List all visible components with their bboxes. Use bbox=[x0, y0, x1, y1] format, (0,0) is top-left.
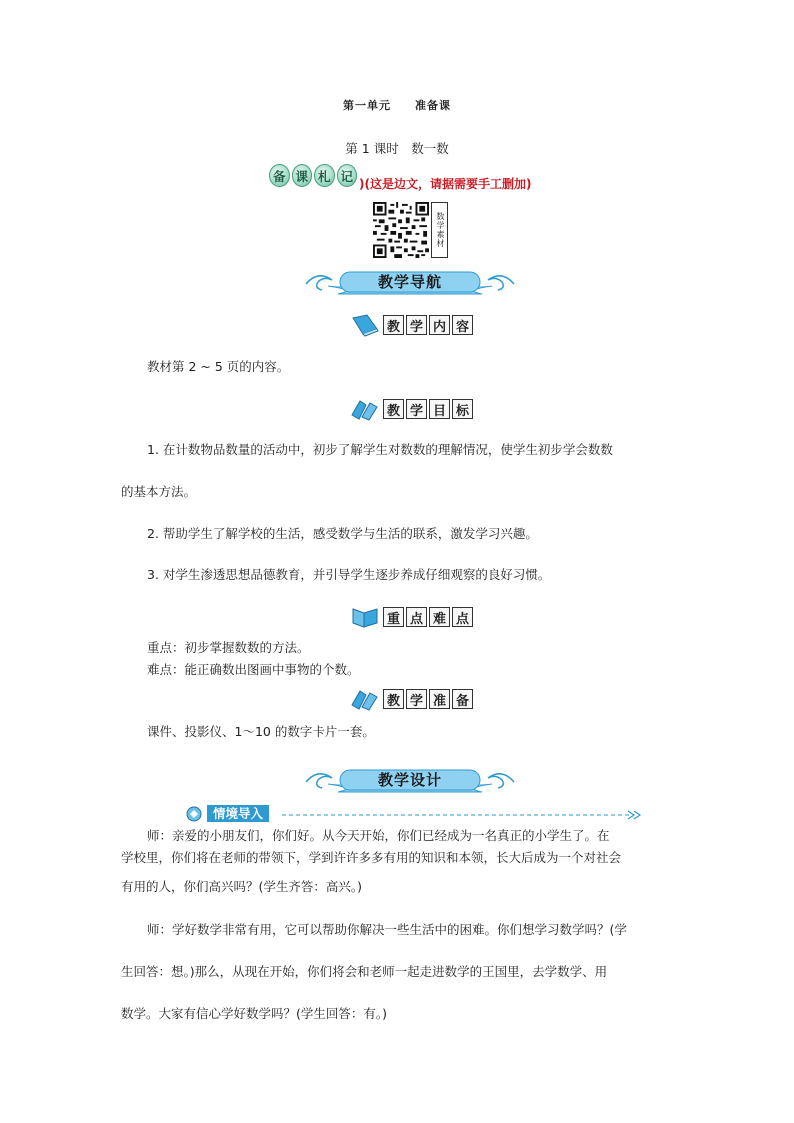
intro-tag: 情境导入 bbox=[207, 805, 269, 822]
section-char: 学 bbox=[406, 689, 427, 709]
badge-char: 札 bbox=[314, 164, 335, 187]
goal-text: 帮助学生了解学校的生活，感受数学与生活的联系，激发学习兴趣。 bbox=[162, 526, 538, 541]
goal-text: 在计数物品数量的活动中，初步了解学生对数数的理解情况，使学生初步学会数数 bbox=[162, 442, 613, 457]
book-icon bbox=[350, 313, 380, 337]
goal-item-3: 3. 对学生渗透思想品德教育，并引导学生逐步养成仔细观察的良好习惯。 bbox=[147, 567, 551, 582]
goal-number: 2 bbox=[147, 526, 155, 541]
section-char: 标 bbox=[452, 399, 473, 419]
section-header-goals bbox=[350, 397, 475, 421]
intro-p1-line3: 有用的人，你们高兴吗？(学生齐答：高兴。) bbox=[121, 879, 363, 894]
section-char: 点 bbox=[406, 607, 427, 627]
banner-title-nav: 教学导航 bbox=[377, 273, 442, 291]
badge-char: 课 bbox=[292, 164, 313, 187]
section-char: 学 bbox=[406, 399, 427, 419]
section-char: 目 bbox=[429, 399, 450, 419]
section-header-keypoints bbox=[350, 605, 475, 629]
intro-p2-line3: 数学。大家有信心学好数学吗？(学生回答：有。) bbox=[121, 1006, 388, 1021]
open-book-icon bbox=[350, 605, 380, 629]
section-char: 难 bbox=[429, 607, 450, 627]
content-text: 教材第 2 ~ 5 页的内容。 bbox=[147, 359, 290, 374]
goal-text: 对学生渗透思想品德教育，并引导学生逐步养成仔细观察的良好习惯。 bbox=[162, 567, 551, 582]
section-header-prep bbox=[350, 687, 475, 711]
key-point: 重点：初步掌握数数的方法。 bbox=[147, 640, 310, 655]
section-char: 容 bbox=[452, 315, 473, 335]
unit-title bbox=[0, 97, 794, 113]
qr-label: 数学素材 bbox=[431, 202, 448, 258]
unit-subtitle: 准备课 bbox=[415, 99, 451, 112]
goal-item-2: 2. 帮助学生了解学校的生活，感受数学与生活的联系，激发学习兴趣。 bbox=[147, 526, 538, 541]
badge-char: 记 bbox=[337, 164, 358, 187]
section-char: 教 bbox=[383, 399, 404, 419]
section-char: 点 bbox=[452, 607, 473, 627]
books-icon bbox=[350, 687, 380, 711]
goal-number: 1 bbox=[147, 442, 155, 457]
intro-p2-line1: 师：学好数学非常有用，它可以帮助你解决一些生活中的困难。你们想学习数学吗？(学 bbox=[147, 922, 627, 937]
goal-number: 3 bbox=[147, 567, 155, 582]
intro-p2-line2: 生回答：想。)那么，从现在开始，你们将会和老师一起走进数学的王国里，去学数学、用 bbox=[121, 964, 608, 979]
section-char: 备 bbox=[452, 689, 473, 709]
intro-p1-line1: 师：亲爱的小朋友们，你们好。从今天开始，你们已经成为一名真正的小学生了。在 bbox=[147, 828, 610, 843]
lesson-title: 第 1 课时 数一数 bbox=[345, 141, 449, 156]
difficult-point: 难点：能正确数出图画中事物的个数。 bbox=[147, 662, 360, 677]
section-char: 准 bbox=[429, 689, 450, 709]
section-char: 教 bbox=[383, 689, 404, 709]
prep-text: 课件、投影仪、1～10 的数字卡片一套。 bbox=[147, 724, 375, 739]
intro-p1-line2: 学校里，你们将在老师的带领下，学到许许多多有用的知识和本领，长大后成为一个对社会 bbox=[121, 850, 622, 865]
books-icon bbox=[350, 397, 380, 421]
section-char: 内 bbox=[429, 315, 450, 335]
section-header-content bbox=[350, 313, 475, 337]
section-char: 重 bbox=[383, 607, 404, 627]
qr-code-icon[interactable] bbox=[373, 202, 429, 258]
banner-title-design: 教学设计 bbox=[377, 771, 442, 789]
goal-item-1-cont: 的基本方法。 bbox=[121, 484, 197, 499]
goal-item-1: 1. 在计数物品数量的活动中，初步了解学生对数数的理解情况，使学生初步学会数数 bbox=[147, 442, 613, 457]
section-char: 教 bbox=[383, 315, 404, 335]
unit-name: 第一单元 bbox=[343, 99, 391, 112]
section-char: 学 bbox=[406, 315, 427, 335]
margin-note: )(这是边文，请据需要手工删加) bbox=[359, 177, 532, 191]
badge-char: 备 bbox=[269, 164, 290, 187]
lesson-notes-badge bbox=[269, 164, 359, 188]
